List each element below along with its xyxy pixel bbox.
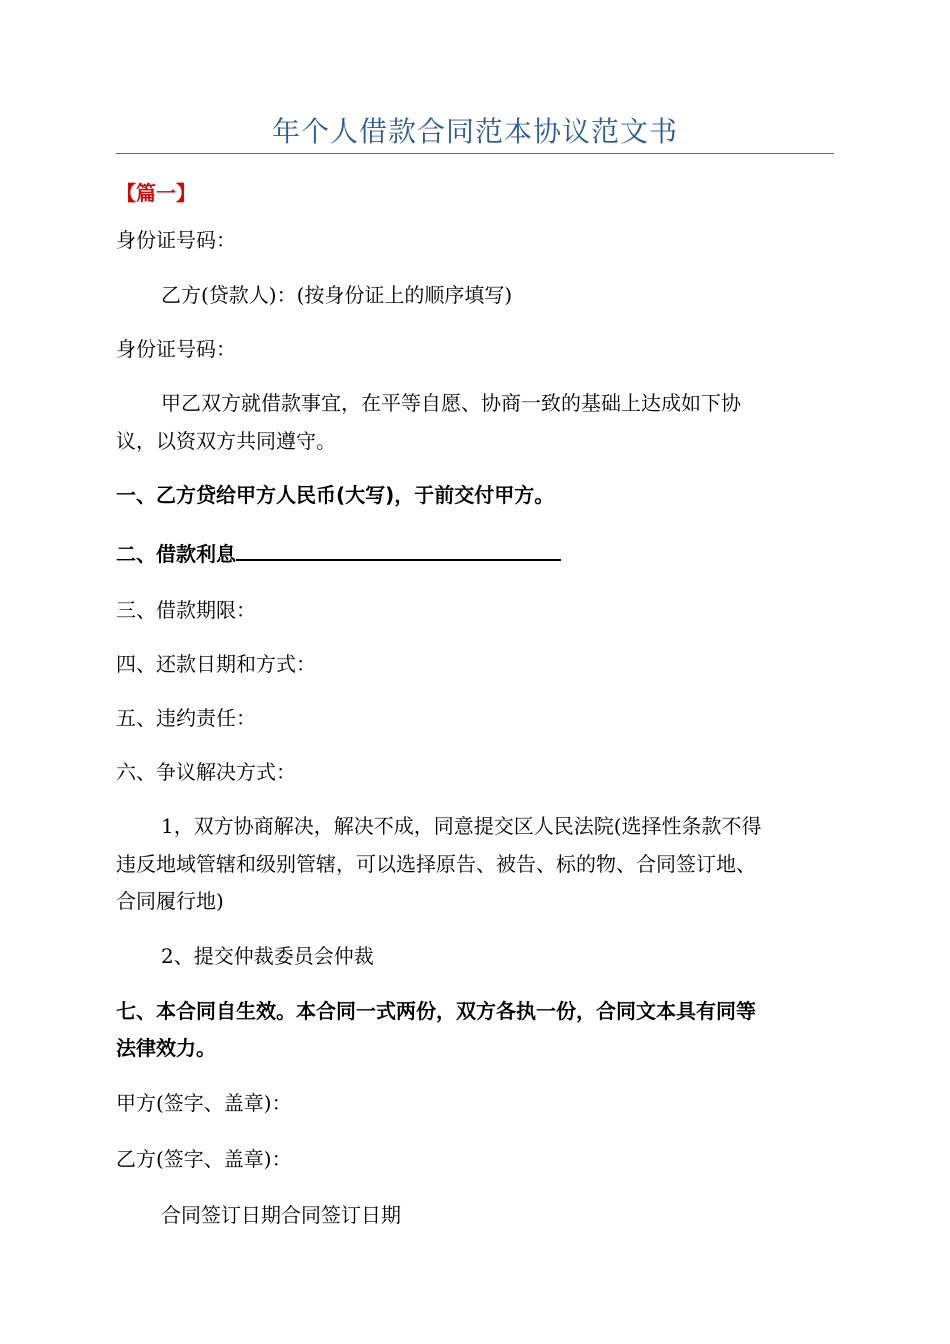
- party-b-signature: 乙方(签字、盖章)：: [116, 1147, 292, 1171]
- clause-1: 一、乙方贷给甲方人民币(大写)，于前交付甲方。: [116, 483, 555, 507]
- clause-7-line-1: 七、本合同自生效。本合同一式两份，双方各执一份，合同文本具有同等: [116, 999, 756, 1023]
- clause-5: 五、违约责任：: [116, 706, 256, 730]
- id-number-line-2: 身份证号码：: [116, 337, 236, 361]
- dispute-option-1-line-3: 合同履行地): [116, 889, 224, 913]
- clause-7-line-2: 法律效力。: [116, 1036, 216, 1060]
- party-b-line: 乙方(贷款人)：(按身份证上的顺序填写): [161, 283, 513, 307]
- id-number-line-1: 身份证号码：: [116, 228, 236, 252]
- intro-paragraph-line-2: 议，以资双方共同遵守。: [116, 429, 336, 453]
- signing-date: 合同签订日期合同签订日期: [161, 1203, 401, 1227]
- clause-6: 六、争议解决方式：: [116, 760, 296, 784]
- clause-4: 四、还款日期和方式：: [116, 652, 316, 676]
- document-title: 年个人借款合同范本协议范文书: [271, 115, 678, 148]
- dispute-option-2: 2、提交仲裁委员会仲裁: [161, 944, 374, 968]
- title-divider: [116, 153, 834, 154]
- clause-2-label: 二、借款利息: [116, 542, 236, 566]
- party-a-signature: 甲方(签字、盖章)：: [116, 1091, 292, 1115]
- intro-paragraph-line-1: 甲乙双方就借款事宜，在平等自愿、协商一致的基础上达成如下协: [161, 391, 741, 415]
- clause-2: [116, 537, 561, 568]
- dispute-option-1-line-1: 1，双方协商解决，解决不成，同意提交区人民法院(选择性条款不得: [161, 814, 762, 838]
- dispute-option-1-line-2: 违反地域管辖和级别管辖，可以选择原告、被告、标的物、合同签订地、: [116, 852, 756, 876]
- section-label: 【篇一】: [116, 181, 196, 205]
- interest-blank-line: [236, 537, 561, 561]
- clause-3: 三、借款期限：: [116, 598, 256, 622]
